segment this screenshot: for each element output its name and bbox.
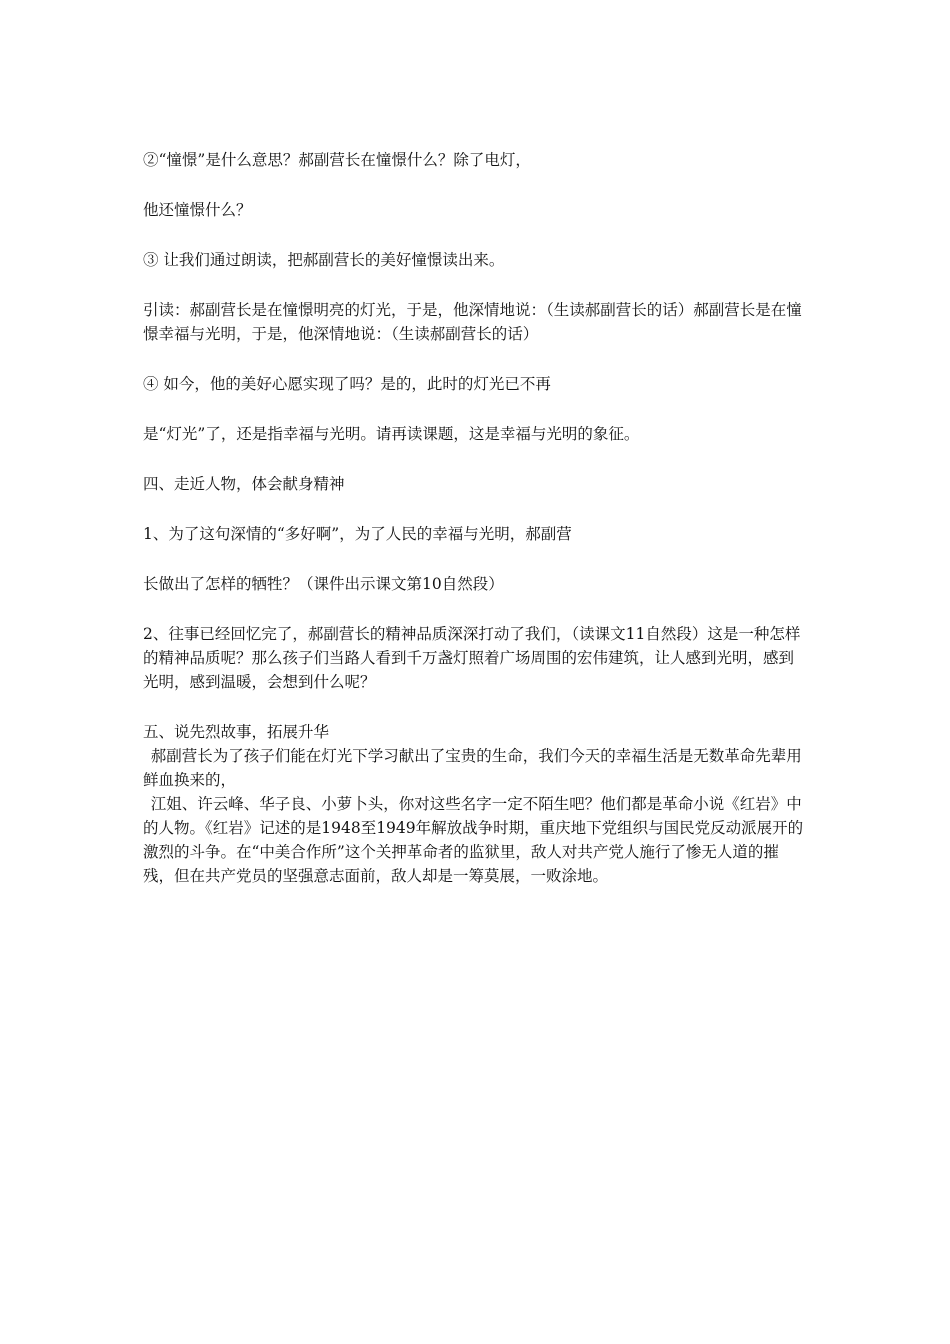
paragraph-item-1-cont: 长做出了怎样的牺牲？（课件出示课文第10自然段） xyxy=(143,575,504,593)
section-five-paragraph-2: 江姐、许云峰、华子良、小萝卜头，你对这些名字一定不陌生吧？他们都是革命小说《红岩》中的人物。《红岩》记述的是1948至1949年解放战争时期，重庆地下党组织与国民党反动派展开的激烈的斗争。在“中美合作所”这个关押革命者的监狱里，敌人对共产党人施行了惨无人道的摧残，但在共产党员的坚强意志面前，敌人却是一筹莫展，一败涂地。 xyxy=(143,795,804,885)
paragraph-question-2: ②“憧憬”是什么意思？郝副营长在憧憬什么？除了电灯， xyxy=(143,151,531,169)
section-five-paragraph-1: 郝副营长为了孩子们能在灯光下学习献出了宝贵的生命，我们今天的幸福生活是无数革命先辈用鲜血换来的， xyxy=(143,747,802,789)
paragraph-guided-reading: 引读：郝副营长是在憧憬明亮的灯光，于是，他深情地说：（生读郝副营长的话）郝副营长是在憧憬幸福与光明，于是，他深情地说：（生读郝副营长的话） xyxy=(143,301,802,343)
paragraph-item-1: 1、为了这句深情的“多好啊”，为了人民的幸福与光明，郝副营 xyxy=(143,525,572,543)
paragraph-question-4: ④ 如今，他的美好心愿实现了吗？是的，此时的灯光已不再 xyxy=(143,375,551,393)
section-five-heading: 五、说先烈故事，拓展升华 xyxy=(143,723,330,741)
paragraph-question-3: ③ 让我们通过朗读，把郝副营长的美好憧憬读出来。 xyxy=(143,251,505,269)
document-body xyxy=(143,148,809,888)
paragraph-item-2: 2、往事已经回忆完了，郝副营长的精神品质深深打动了我们，（读课文11自然段）这是一种怎样的精神品质呢？那么孩子们当路人看到千万盏灯照着广场周围的宏伟建筑，让人感到光明，感到光明，感到温暖，会想到什么呢？ xyxy=(143,625,801,691)
paragraph-question-4-cont: 是“灯光”了，还是指幸福与光明。请再读课题，这是幸福与光明的象征。 xyxy=(143,425,640,443)
paragraph-question-2-cont: 他还憧憬什么？ xyxy=(143,201,252,219)
section-four-heading: 四、走近人物，体会献身精神 xyxy=(143,475,345,493)
